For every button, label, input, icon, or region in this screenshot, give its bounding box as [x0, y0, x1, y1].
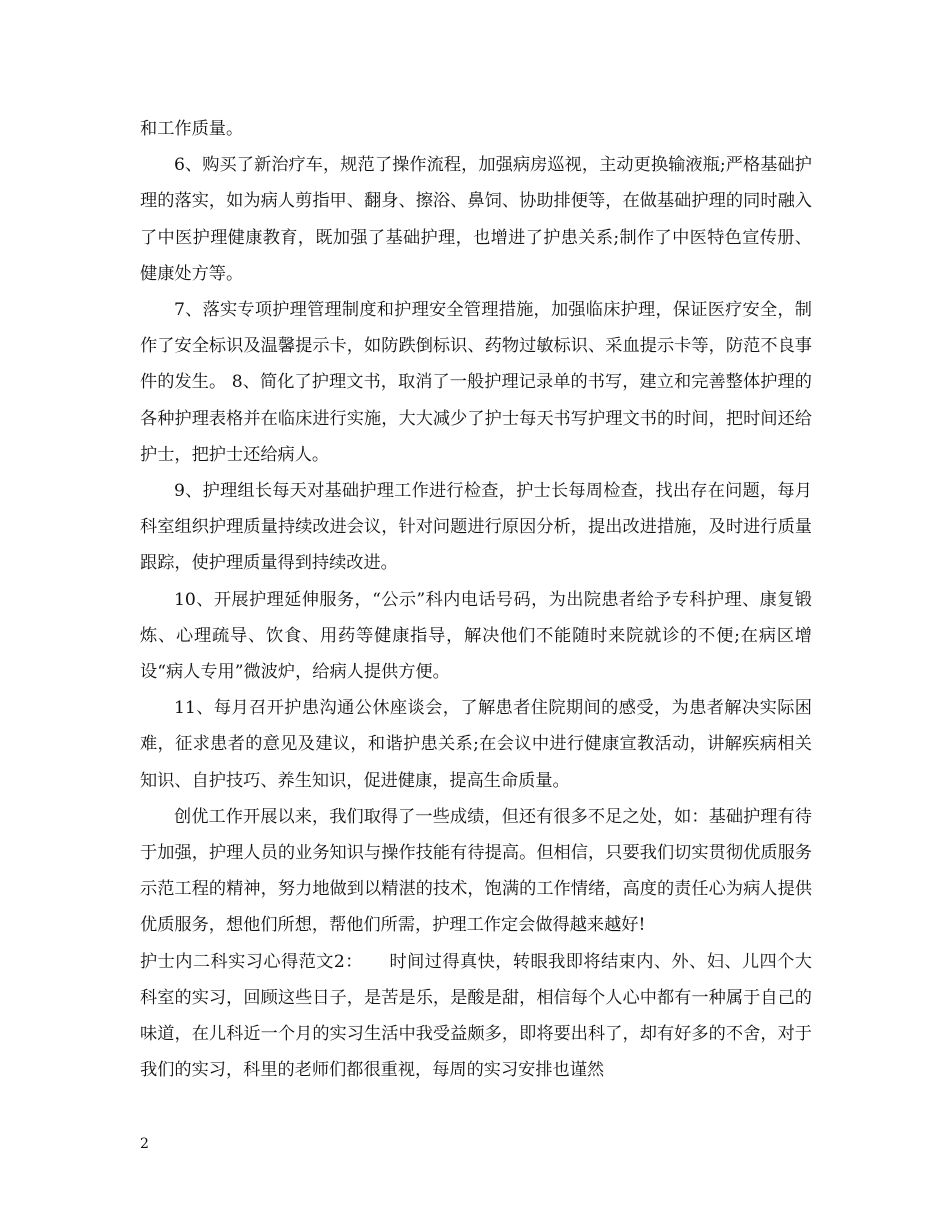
- document-page: [140, 111, 812, 1088]
- paragraph-4: 9、护理组长每天对基础护理工作进行检查，护士长每周检查，找出存在问题，每月科室组织护理质量持续改进会议，针对问题进行原因分析，提出改进措施，及时进行质量跟踪，使护理质量得到持续改进。: [140, 481, 812, 574]
- paragraph-7: 创优工作开展以来，我们取得了一些成绩，但还有很多不足之处，如：基础护理有待于加强，护理人员的业务知识与操作技能有待提高。但相信，只要我们切实贯彻优质服务示范工程的精神，努力地做到以精湛的技术，饱满的工作情绪，高度的责任心为病人提供优质服务，想他们所想，帮他们所需，护理工作定会做得越来越好!: [140, 806, 812, 936]
- paragraph-8: 护士内二科实习心得范文2： 时间过得真快，转眼我即将结束内、外、妇、儿四个大科室的实习，回顾这些日子，是苦是乐，是酸是甜，相信每个人心中都有一种属于自己的味道，在儿科近一个月的实习生活中我受益颇多，即将要出科了，却有好多的不舍，对于我们的实习，科里的老师们都很重视，每周的实习安排也谨然: [140, 951, 812, 1081]
- paragraph-1: 和工作质量。: [140, 119, 244, 139]
- paragraph-5: 10、开展护理延伸服务，“公示”科内电话号码，为出院患者给予专科护理、康复锻炼、心理疏导、饮食、用药等健康指导，解决他们不能随时来院就诊的不便;在病区增设“病人专用”微波炉，给病人提供方便。: [140, 589, 812, 683]
- page-number: 2: [140, 1136, 149, 1152]
- paragraph-2: 6、购买了新治疗车，规范了操作流程，加强病房巡视，主动更换输液瓶;严格基础护理的落实，如为病人剪指甲、翻身、擦浴、鼻饲、协助排便等，在做基础护理的同时融入了中医护理健康教育，既加强了基础护理，也增进了护患关系;制作了中医特色宣传册、健康处方等。: [140, 155, 812, 284]
- paragraph-6: 11、每月召开护患沟通公休座谈会，了解患者住院期间的感受，为患者解决实际困难，征求患者的意见及建议，和谐护患关系;在会议中进行健康宣教活动，讲解疾病相关知识、自护技巧、养生知识，促进健康，提高生命质量。: [140, 698, 812, 791]
- paragraph-3: 7、落实专项护理管理制度和护理安全管理措施，加强临床护理，保证医疗安全，制作了安全标识及温馨提示卡，如防跌倒标识、药物过敏标识、采血提示卡等，防范不良事件的发生。 8、简化了护理文书，取消了一般护理记录单的书写，建立和完善整体护理的各种护理表格并在临床进行实施，大大减少了护士每天书写护理文书的时间，把时间还给护士，把护士还给病人。: [140, 300, 812, 465]
